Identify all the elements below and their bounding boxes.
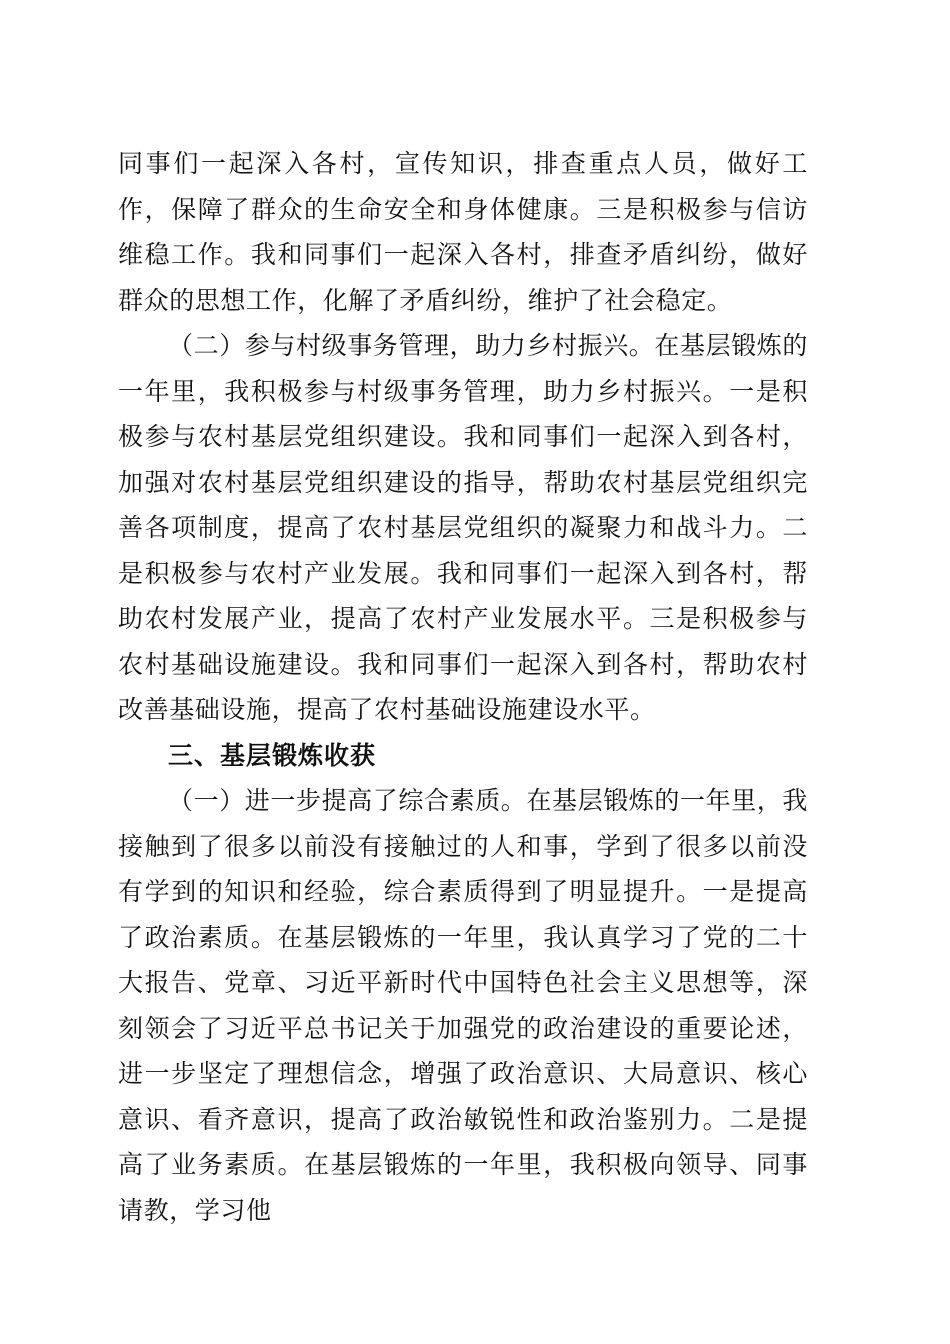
document-body [118, 141, 808, 1233]
paragraph-village-affairs: （二）参与村级事务管理，助力乡村振兴。在基层锻炼的一年里，我积极参与村级事务管理，助力乡村振兴。一是积极参与农村基层党组织建设。我和同事们一起深入到各村，加强对农村基层党组织建设的指导，帮助农村基层党组织完善各项制度，提高了农村基层党组织的凝聚力和战斗力。二是积极参与农村产业发展。我和同事们一起深入到各村，帮助农村发展产业，提高了农村产业发展水平。三是积极参与农村基础设施建设。我和同事们一起深入到各村，帮助农村改善基础设施，提高了农村基础设施建设水平。 [118, 331, 809, 724]
paragraph-overall-quality: （一）进一步提高了综合素质。在基层锻炼的一年里，我接触到了很多以前没有接触过的人和事，学到了很多以前没有学到的知识和经验，综合素质得到了明显提升。一是提高了政治素质。在基层锻炼的一年里，我认真学习了党的二十大报告、党章、习近平新时代中国特色社会主义思想等，深刻领会了习近平总书记关于加强党的政治建设的重要论述，进一步坚定了理想信念，增强了政治意识、大局意识、核心意识、看齐意识，提高了政治敏锐性和政治鉴别力。二是提高了业务素质。在基层锻炼的一年里，我积极向领导、同事请教，学习他 [118, 786, 809, 1225]
section-heading-gains: 三、基层锻炼收获 [168, 740, 377, 770]
paragraph-continuation: 同事们一起深入各村，宣传知识，排查重点人员，做好工作，保障了群众的生命安全和身体健康。三是积极参与信访维稳工作。我和同事们一起深入各村，排查矛盾纠纷，做好群众的思想工作，化解了矛盾纠纷，维护了社会稳定。 [118, 149, 808, 315]
